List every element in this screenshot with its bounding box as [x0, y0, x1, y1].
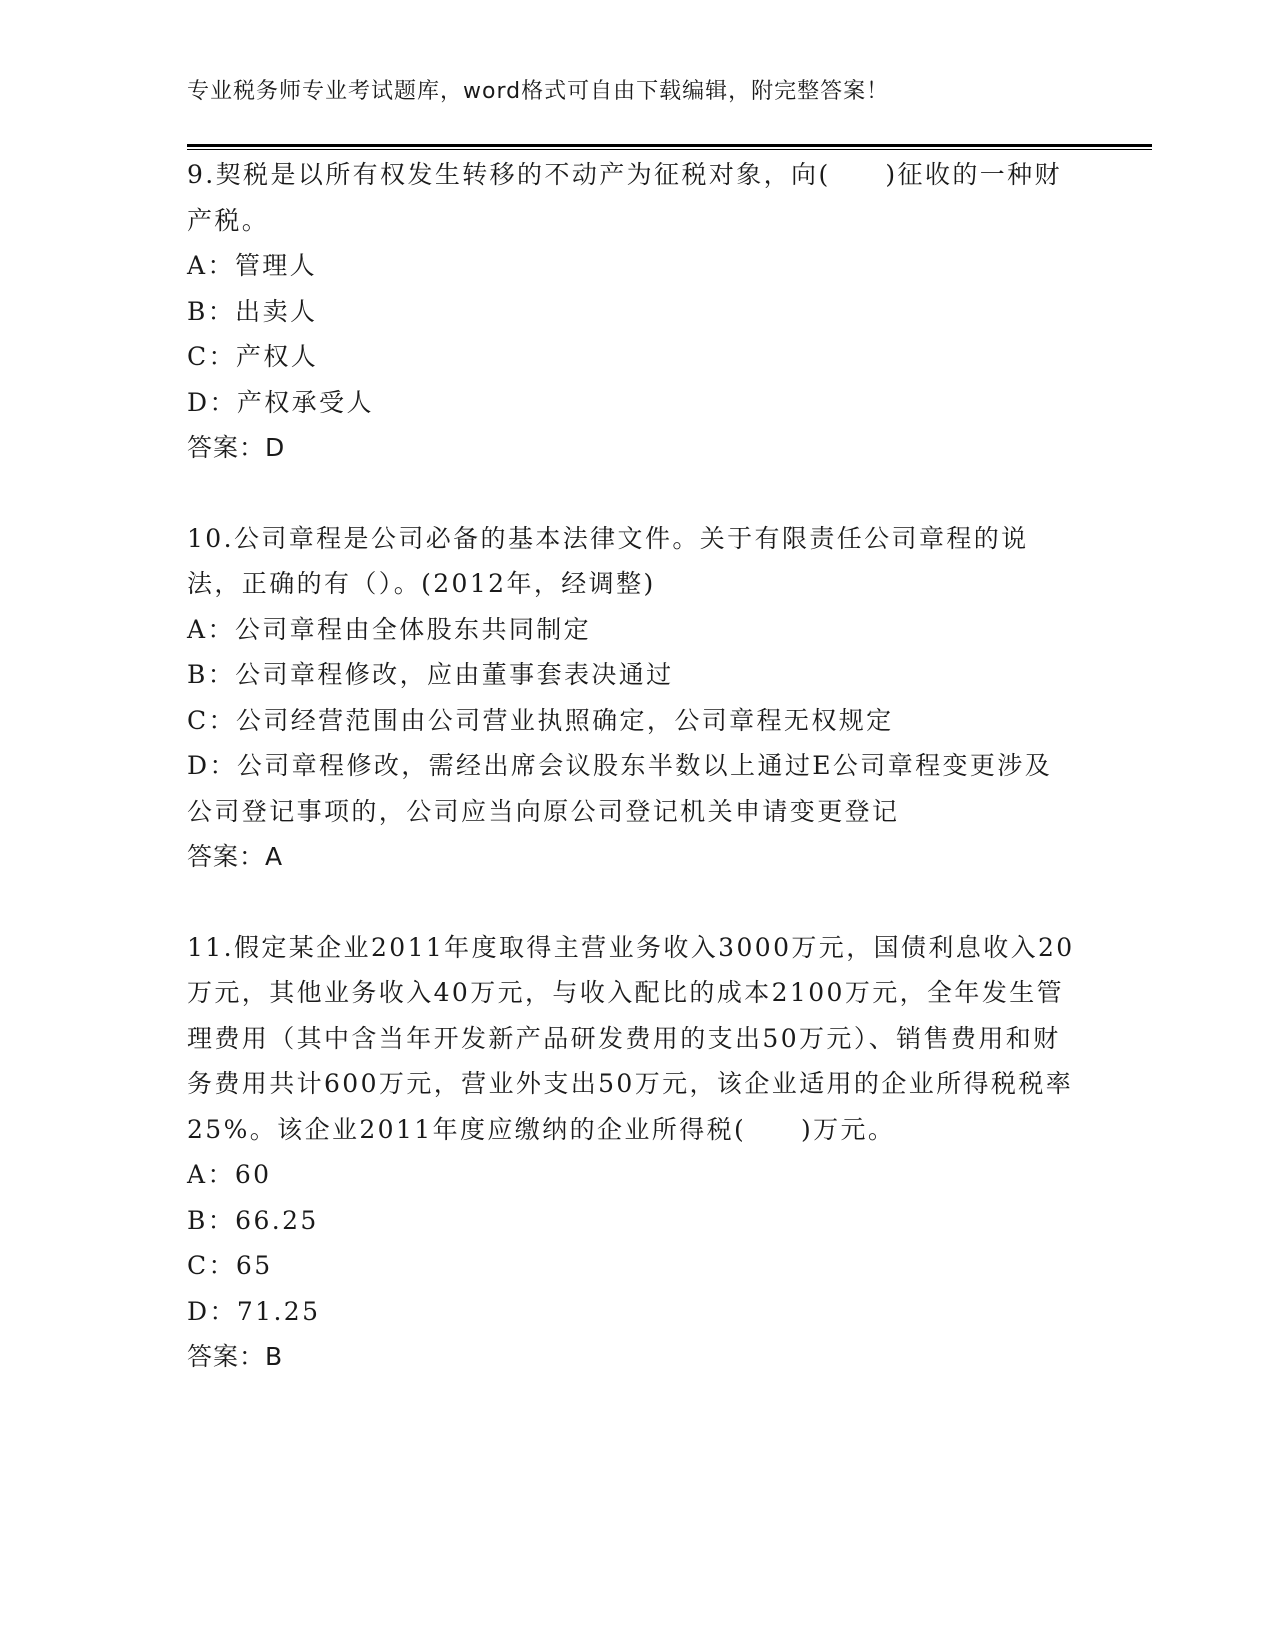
- option-a: A：60: [187, 1160, 272, 1189]
- option-d: D：71.25: [187, 1296, 321, 1326]
- option-b: B：公司章程修改，应由董事套表决通过: [187, 660, 674, 689]
- question-stem: 11.假定某企业2011年度取得主营业务收入3000万元，国债利息收入20万元，其他业务收入40万元，与收入配比的成本2100万元，全年发生管理费用（其中含当年开发新产品研发费用的支出50万元）、销售费用和财务费用共计600万元，营业外支出50万元，该企业适用的企业所得税税率25%。该企业2011年度应缴纳的企业所得税( )万元。: [187, 932, 1075, 1144]
- question-stem: 9.契税是以所有权发生转移的不动产为征税对象，向( )征收的一种财产税。: [187, 160, 1062, 235]
- question-list: [187, 152, 1077, 1425]
- option-d: D：产权承受人: [187, 387, 374, 417]
- question-stem: 10.公司章程是公司必备的基本法律文件。关于有限责任公司章程的说法，正确的有（）。(2012年，经调整): [187, 523, 1029, 598]
- option-b: B：66.25: [187, 1205, 319, 1235]
- answer: 答案：A: [187, 842, 284, 871]
- option-a: A：公司章程由全体股东共同制定: [187, 614, 592, 644]
- option-c: C：65: [187, 1251, 273, 1280]
- option-b: B：出卖人: [187, 296, 318, 326]
- answer: 答案：B: [187, 1342, 284, 1371]
- question-10: [187, 516, 1077, 880]
- question-11: [187, 925, 1077, 1380]
- answer: 答案：D: [187, 433, 286, 462]
- header-divider: [187, 144, 1152, 150]
- option-a: A：管理人: [187, 251, 318, 280]
- option-d: D：公司章程修改，需经出席会议股东半数以上通过E公司章程变更涉及公司登记事项的，公司应当向原公司登记机关申请变更登记: [187, 751, 1053, 826]
- option-c: C：公司经营范围由公司营业执照确定，公司章程无权规定: [187, 705, 894, 735]
- option-c: C：产权人: [187, 342, 319, 371]
- question-9: [187, 152, 1077, 471]
- page-header: 专业税务师专业考试题库，word格式可自由下载编辑，附完整答案！: [187, 79, 890, 104]
